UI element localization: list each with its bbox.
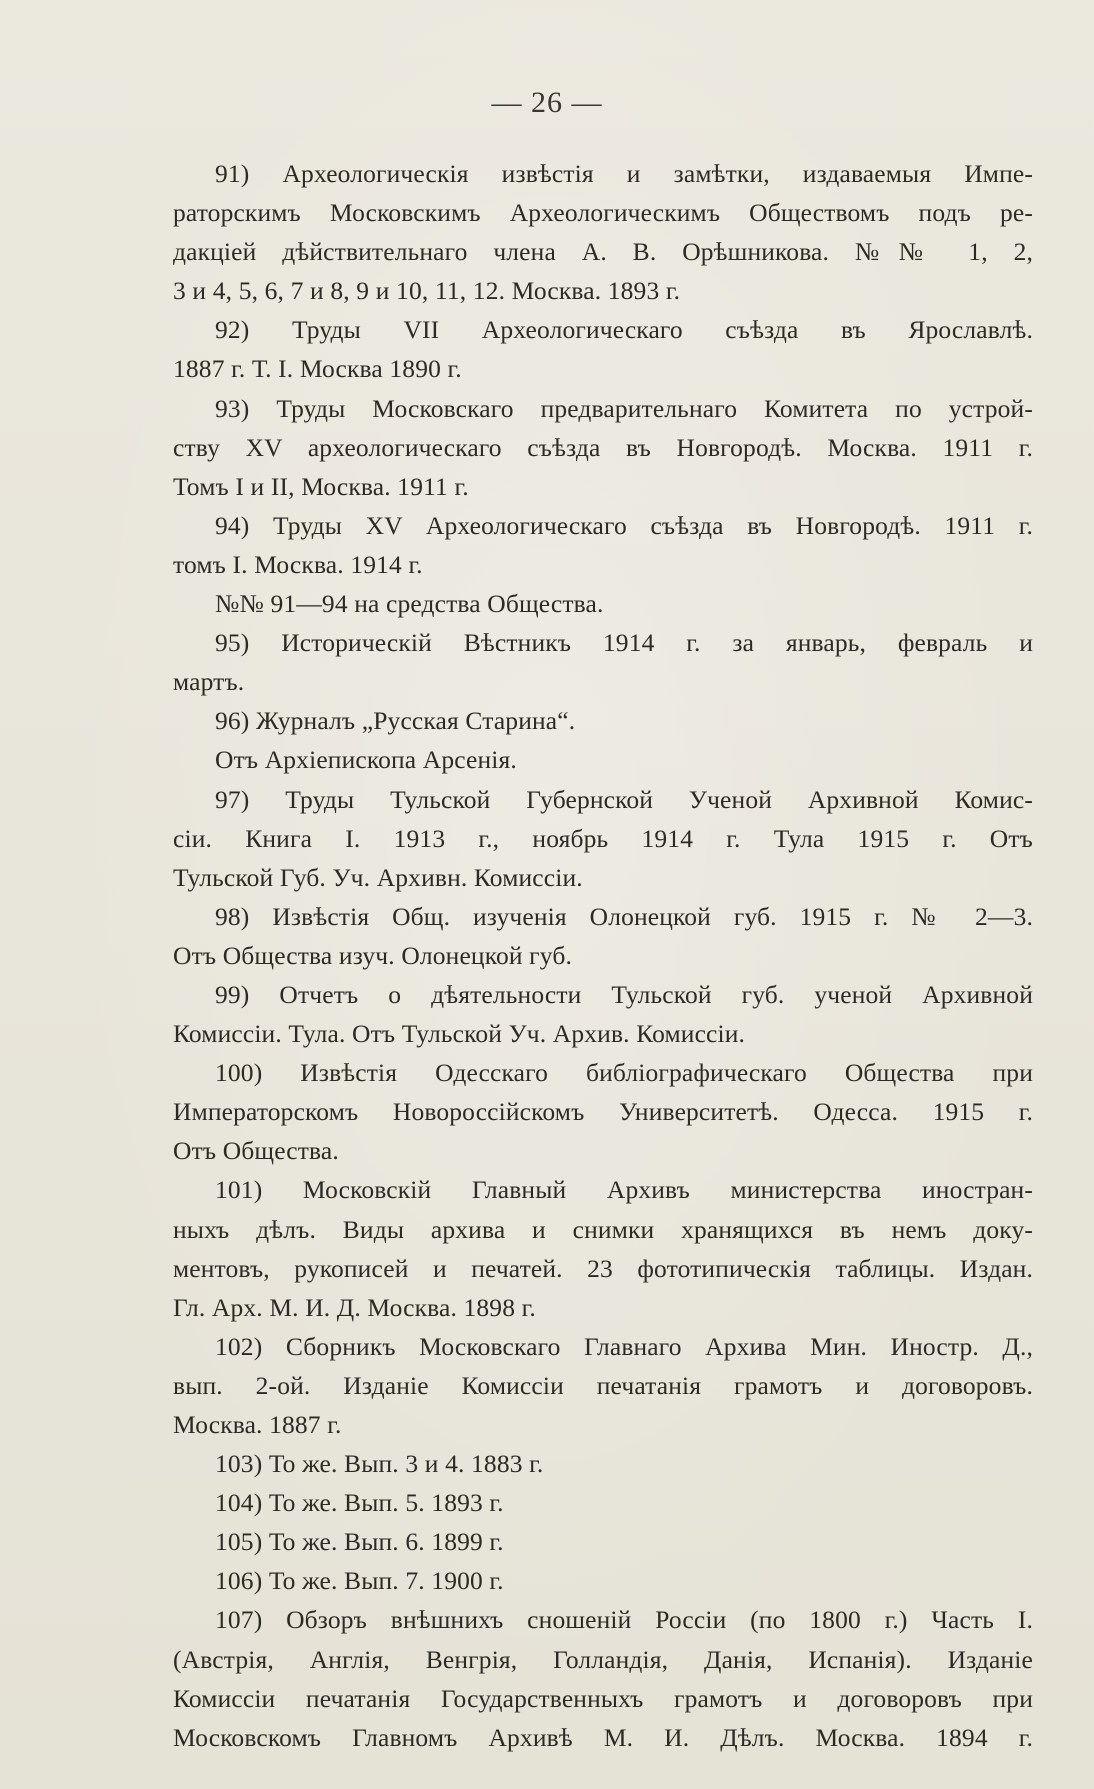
entry-101-line-3: ментовъ, рукописей и печатей. 23 фототипическія таблицы. Издан. <box>173 1253 1033 1283</box>
entry-105-line-1: 105) То же. Вып. 6. 1899 г. <box>215 1527 504 1557</box>
entry-107-line-3: Комиссіи печатанія Государственныхъ грамотъ и договоровъ при <box>173 1683 1033 1713</box>
entry-91-line-2: раторскимъ Московскимъ Археологическимъ Обществомъ подъ ре- <box>173 198 1033 228</box>
entry-97-line-1: 97) Труды Тульской Губернской Ученой Архивной Комис- <box>215 784 1033 814</box>
entry-101-line-1: 101) Московскій Главный Архивъ министерства иностран- <box>215 1175 1033 1205</box>
entry-93-line-2: ству XV археологическаго съѣзда въ Новгородѣ. Москва. 1911 г. <box>173 432 1033 462</box>
entry-97-line-2: сіи. Книга I. 1913 г., ноябрь 1914 г. Тула 1915 г. Отъ <box>173 823 1033 853</box>
entry-107-line-2: (Австрія, Англія, Венгрія, Голландія, Данія, Испанія). Изданіе <box>173 1644 1033 1674</box>
entry-101-line-2: ныхъ дѣлъ. Виды архива и снимки хранящихся въ немъ доку- <box>173 1214 1033 1244</box>
entry-97-line-3: Тульской Губ. Уч. Архивн. Комиссіи. <box>173 862 583 892</box>
entry-94-line-2: томъ I. Москва. 1914 г. <box>173 549 423 579</box>
entry-95-line-2: мартъ. <box>173 667 245 697</box>
entry-99-line-2: Комиссіи. Тула. Отъ Тульской Уч. Архив. Комиссіи. <box>173 1019 746 1049</box>
entry-104-line-1: 104) То же. Вып. 5. 1893 г. <box>215 1488 504 1518</box>
entry-91-line-3: дакціей дѣйствительнаго члена А. В. Орѣшникова. №№ 1, 2, <box>173 237 1033 267</box>
entry-94-line-1: 94) Труды XV Археологическаго съѣзда въ Новгородѣ. 1911 г. <box>215 510 1033 540</box>
entry-102-line-3: Москва. 1887 г. <box>173 1410 342 1439</box>
entry-100-line-1: 100) Извѣстія Одесскаго библіографическаго Общества при <box>215 1058 1033 1088</box>
entry-107-line-4: Московскомъ Главномъ Архивѣ М. И. Дѣлъ. Москва. 1894 г. <box>173 1722 1033 1752</box>
entry-99-line-1: 99) Отчетъ о дѣятельности Тульской губ. ученой Архивной <box>215 979 1033 1009</box>
page-number: — 26 — <box>491 86 603 119</box>
entry-91-line-4: 3 и 4, 5, 6, 7 и 8, 9 и 10, 11, 12. Москва. 1893 г. <box>173 276 681 306</box>
bibliography-list <box>173 154 1033 1757</box>
entry-100-line-3: Отъ Общества. <box>173 1136 339 1166</box>
entry-102-line-2: вып. 2-ой. Изданіе Комиссіи печатанія грамотъ и договоровъ. <box>173 1370 1033 1400</box>
entry-106-line-1: 106) То же. Вып. 7. 1900 г. <box>215 1566 504 1596</box>
entry-93-line-3: Томъ I и II, Москва. 1911 г. <box>173 471 469 501</box>
entry-95-line-1: 95) Историческій Вѣстникъ 1914 г. за январь, февраль и <box>215 628 1033 658</box>
entry-100-line-2: Императорскомъ Новороссійскомъ Университетѣ. Одесса. 1915 г. <box>173 1097 1033 1127</box>
entry-96-line-1: 96) Журналъ „Русская Старина“. <box>215 706 576 736</box>
entry-91-line-1: 91) Археологическія извѣстія и замѣтки, издаваемыя Импе- <box>215 159 1033 188</box>
entry-92-line-1: 92) Труды VII Археологическаго съѣзда въ Ярославлѣ. <box>215 315 1033 345</box>
entry-102-line-1: 102) Сборникъ Московскаго Главнаго Архива Мин. Иностр. Д., <box>215 1331 1033 1361</box>
entry-98-line-1: 98) Извѣстія Общ. изученія Олонецкой губ. 1915 г. № 2—3. <box>215 901 1033 931</box>
entry-107-line-1: 107) Обзоръ внѣшнихъ сношеній Россіи (по 1800 г.) Часть I. <box>215 1605 1033 1635</box>
entry-94-line-3: №№ 91—94 на средства Общества. <box>215 589 604 619</box>
entry-92-line-2: 1887 г. Т. І. Москва 1890 г. <box>173 354 462 384</box>
entry-98-line-2: Отъ Общества изуч. Олонецкой губ. <box>173 940 573 970</box>
entry-101-line-4: Гл. Арх. М. И. Д. Москва. 1898 г. <box>173 1292 536 1322</box>
entry-103-line-1: 103) То же. Вып. 3 и 4. 1883 г. <box>215 1449 544 1479</box>
entry-93-line-1: 93) Труды Московскаго предварительнаго Комитета по устрой- <box>215 393 1033 423</box>
entry-96-line-2: Отъ Архіепископа Арсенія. <box>215 745 517 775</box>
